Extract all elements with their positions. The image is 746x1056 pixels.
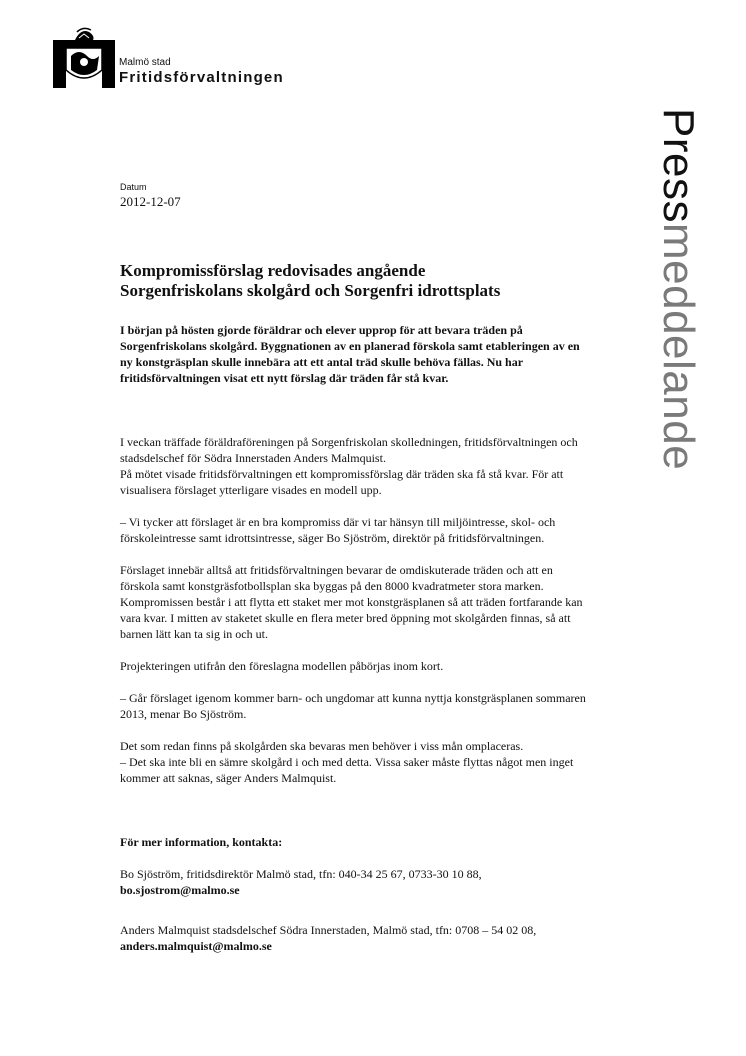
vertical-title-meddelande: meddelande xyxy=(654,222,703,471)
vertical-press-title xyxy=(654,108,703,471)
contact-heading: För mer information, kontakta: xyxy=(120,835,283,849)
contact-person-2 xyxy=(120,922,590,954)
paragraph-proposal-details: Förslaget innebär alltså att fritidsförvaltningen bevarar de omdiskuterade träden och att en förskola samt konstgräsfotbollsplan ska byggas på den 8000 kvadratmeter stora marken. Kompromissen består i att flytta ett staket mer mot konstgräsplanen så att träden fortfarande kan vara kvar. I mitten av staketet skulle en flera meter bred öppning mot skolgården finnas, så att barnen lätt kan ta sig in och ut. xyxy=(120,563,583,641)
lead-paragraph: I början på hösten gjorde föräldrar och elever upprop för att bevara träden på Sorgenfriskolans skolgård. Byggnationen av en planerad förskola samt etableringen av en ny konstgräsplan skulle innebära att ett antal träd skulle behöva fällas. Nu har fritidsförvaltningen visat ett nytt förslag där träden får stå kvar. xyxy=(120,323,580,385)
contact-person-1 xyxy=(120,866,590,898)
paragraph-quote-sjostrom: – Vi tycker att förslaget är en bra kompromiss där vi tar hänsyn till miljöintresse, skol- och förskoleintresse samt idrottsintresse, säger Bo Sjöström, direktör på fritidsförvaltningen. xyxy=(120,515,556,545)
organization-header xyxy=(119,57,284,86)
article-title xyxy=(120,261,590,301)
malmo-coat-of-arms-logo xyxy=(53,26,115,88)
paragraph-schoolyard: Det som redan finns på skolgården ska bevaras men behöver i viss mån omplaceras. xyxy=(120,739,524,753)
article-title-line2: Sorgenfriskolans skolgård och Sorgenfri idrottsplats xyxy=(120,281,501,300)
contact-person-1-details: Bo Sjöström, fritidsdirektör Malmö stad, tfn: 040-34 25 67, 0733-30 10 88, xyxy=(120,867,482,881)
contact-email-1[interactable]: bo.sjostrom@malmo.se xyxy=(120,883,240,897)
article-title-line1: Kompromissförslag redovisades angående xyxy=(120,261,426,280)
department-name: Fritidsförvaltningen xyxy=(119,69,284,86)
contact-email-2[interactable]: anders.malmquist@malmo.se xyxy=(120,939,272,953)
date-value: 2012-12-07 xyxy=(120,194,181,209)
article-body xyxy=(120,322,590,978)
vertical-title-press: Press xyxy=(654,108,703,223)
contact-person-2-details: Anders Malmquist stadsdelschef Södra Innerstaden, Malmö stad, tfn: 0708 – 54 02 08, xyxy=(120,923,537,937)
city-name: Malmö stad xyxy=(119,57,171,68)
date-label: Datum xyxy=(120,182,147,192)
paragraph-proposal: På mötet visade fritidsförvaltningen ett kompromissförslag där träden ska få stå kvar. För att visualisera förslaget ytterligare visades en modell upp. xyxy=(120,467,564,497)
paragraph-planning: Projekteringen utifrån den föreslagna modellen påbörjas inom kort. xyxy=(120,659,444,673)
paragraph-meeting: I veckan träffade föräldraföreningen på Sorgenfriskolan skolledningen, fritidsförvaltningen och stadsdelschef för Södra Innerstaden Anders Malmquist. xyxy=(120,435,578,465)
paragraph-quote-malmquist: – Det ska inte bli en sämre skolgård i och med detta. Vissa saker måste flyttas något men inget kommer att saknas, säger Anders Malmquist. xyxy=(120,755,574,785)
paragraph-quote-summer: – Går förslaget igenom kommer barn- och ungdomar att kunna nyttja konstgräsplanen sommaren 2013, menar Bo Sjöström. xyxy=(120,691,586,721)
